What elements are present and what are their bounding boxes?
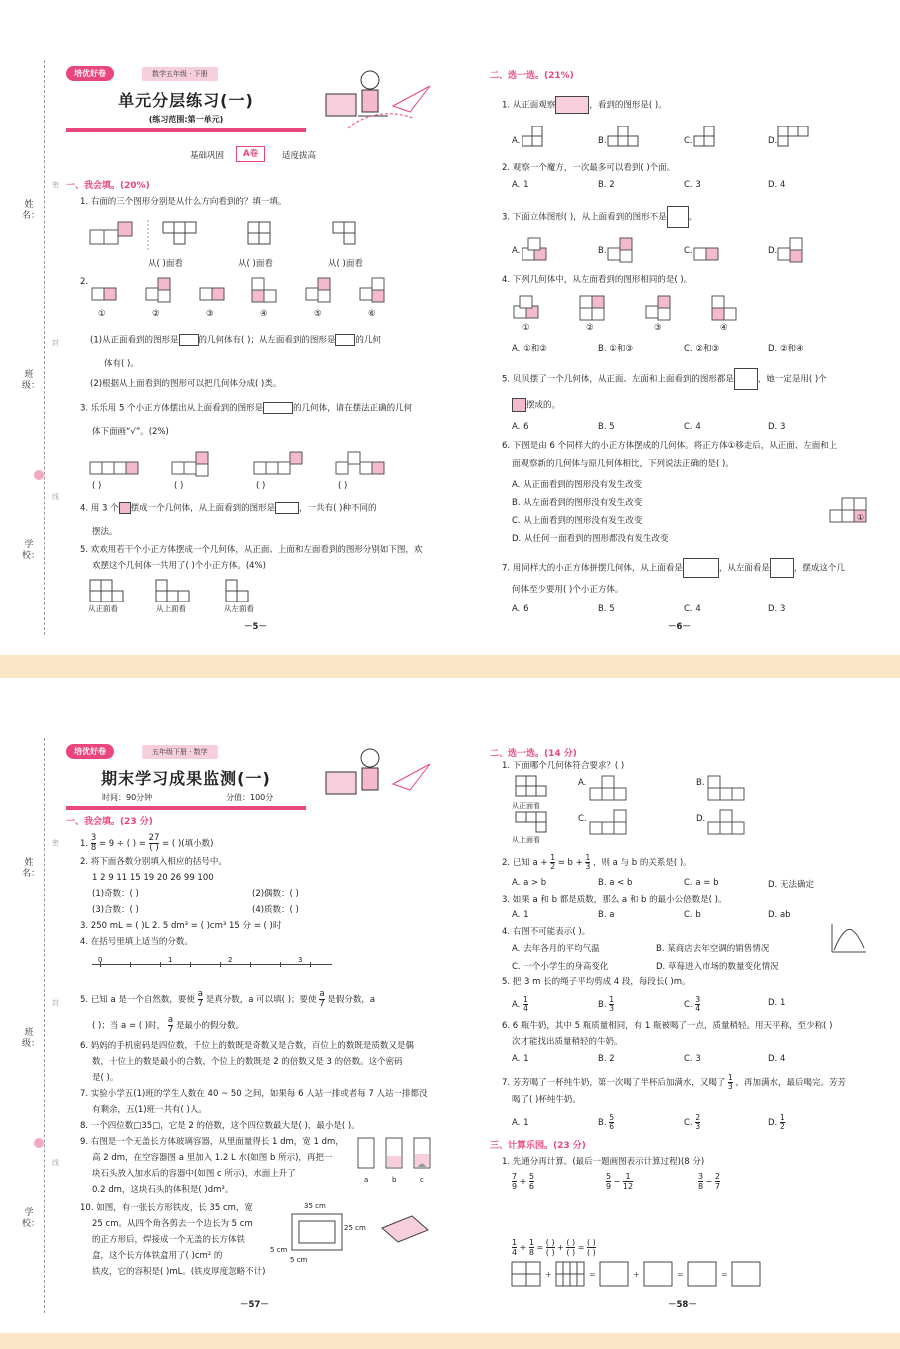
q6-line-2: 面观察新的几何体与原几何体相比，下列说法正确的是( )。 (512, 459, 734, 469)
section-heading: 二、选一选。(14 分) (490, 749, 577, 759)
q4-num-4: ④ (720, 323, 728, 333)
fraction-numerator: a (197, 989, 203, 999)
view-shape (667, 206, 689, 228)
calc-expr-3[interactable]: $\frac{3}{8}$ − $\frac{2}{7}$ (698, 1172, 720, 1191)
q2-num-1: ① (98, 309, 106, 319)
view-shape (263, 402, 293, 414)
header-bar (66, 806, 306, 810)
q7-option-c[interactable]: C. $\frac{2}{3}$ (684, 1113, 701, 1131)
option-letter: B. (598, 1118, 607, 1128)
view-shape (335, 334, 355, 346)
page-6 (450, 0, 900, 655)
question-5: 5. 欢欢用若干个小正方体摆成一个几何体，从正面、上面和左面看到的图形分别如下图，欢 (80, 545, 423, 555)
q7-part: 7. 芳芳喝了一杯纯牛奶，第一次喝了半杯后加满水，又喝了 (502, 1078, 726, 1088)
q2-num-2: ② (152, 309, 160, 319)
q3-option-c[interactable]: C. (684, 246, 693, 256)
q6-line-2: 次才能找出质量稍轻的牛奶。 (512, 1037, 623, 1047)
view-shape (275, 502, 299, 514)
calc-expr-2[interactable]: $\frac{5}{9}$ − $\frac{1}{12}$ (606, 1172, 634, 1191)
tick-mark (280, 962, 281, 967)
q3-part: 3. 乐乐用 5 个小正方体摆出从上面看到的图形是 (80, 403, 264, 414)
question-3[interactable]: 3. 如果 a 和 b 都是质数，那么 a 和 b 的最小公倍数是( )。 (502, 895, 727, 905)
q3-option-b[interactable]: B. (598, 246, 607, 256)
q2-num-3: ③ (206, 309, 214, 319)
q2-number-list: 1 2 9 11 15 19 20 26 99 100 (92, 873, 214, 883)
q2a-part: 的几何 (355, 335, 381, 346)
q1-option-d[interactable]: D. (768, 136, 778, 146)
question-8[interactable]: 8. 一个四位数□35□，它是 2 的倍数，这个四位数最大是( )，最小是( )。 (80, 1121, 360, 1131)
q3-check-2[interactable]: ( ) (174, 481, 184, 491)
q5-part: ，她一定是用( )个 (757, 374, 827, 385)
q1-option-b[interactable]: B. (598, 136, 607, 146)
option-letter: B. (598, 1000, 607, 1010)
q5-part: 是假分数，a (327, 995, 376, 1005)
q3-option-c[interactable]: C. b (684, 910, 701, 920)
q3-option-b[interactable]: B. a (598, 910, 615, 920)
q5-part: 是最小的假分数。 (175, 1021, 244, 1031)
q5-tail (512, 398, 560, 412)
fraction-numerator: a (167, 1015, 174, 1025)
q7-line-2[interactable]: 何体至少要用( )个小正方体。 (512, 585, 624, 595)
q3-figures (88, 450, 428, 480)
q4-option-a[interactable]: A. ①和② (512, 344, 547, 354)
q1-front-view-label: 从正面看 (512, 802, 540, 810)
q2-option-b[interactable]: B. 2 (598, 180, 615, 190)
q7-part: ，从左面看是 (718, 563, 770, 574)
q1-part[interactable]: = 9 ÷ ( ) = (98, 839, 146, 849)
view-front-label: 从正面看 (88, 604, 118, 613)
seal-word: 线 (52, 493, 59, 501)
fraction-denominator: 7 (167, 1025, 174, 1035)
q4-option-d[interactable]: D. 草莓进入市场的数量变化情况 (656, 962, 779, 972)
question-2: 2. (80, 277, 89, 287)
q2-option-d[interactable]: D. 4 (768, 180, 786, 190)
q6-option-b[interactable]: B. 2 (598, 1054, 615, 1064)
question-7: 7. 芳芳喝了一杯纯牛奶，第一次喝了半杯后加满水，又喝了 $\frac{1}{3}$ ，再加满水，最后喝完。芳芳 (502, 1073, 847, 1091)
page-58 (450, 678, 900, 1333)
q6-option-b[interactable]: B. 从左面看到的图形没有发生改变 (512, 498, 643, 508)
q2-num-4: ④ (260, 309, 268, 319)
q7-option-d[interactable]: D. $\frac{1}{2}$ (768, 1113, 785, 1131)
q7-option-b[interactable]: B. 5 (598, 604, 615, 614)
q2-num-5: ⑤ (314, 309, 322, 319)
page-number: －57－ (240, 1300, 269, 1310)
question-6: 6. 下图是由 6 个同样大的小正方体摆成的几何体。将正方体①移走后，从正面、左面和上 (502, 441, 838, 451)
question-2: 2. 观察一个魔方，一次最多可以看到( )个面。 (502, 163, 676, 173)
question-3 (502, 206, 697, 228)
svg-text:=: = (677, 1270, 684, 1279)
q4-part: 摆成一个几何体，从上面看到的图形是 (130, 503, 276, 514)
header-bar (66, 128, 306, 132)
q4-option-b[interactable]: B. 某商店去年空调的销售情况 (656, 944, 770, 954)
question-1 (80, 834, 213, 853)
svg-text:+: + (545, 1270, 552, 1279)
q6-option-c[interactable]: C. 从上面看到的图形没有发生改变 (512, 516, 643, 526)
time-limit: 时间：90分钟 (102, 793, 153, 802)
question-1[interactable]: 1. 下面哪个几何体符合要求？( ) (502, 761, 625, 771)
q3-option-a[interactable]: A. (512, 246, 521, 256)
q2-composite[interactable]: (3)合数：( ) (92, 905, 139, 915)
fraction-denominator: 7 (319, 999, 325, 1009)
cube-icon (119, 502, 131, 514)
q3-check-1[interactable]: ( ) (92, 481, 102, 491)
q6-figure (826, 494, 876, 528)
option-letter: C. (684, 1118, 693, 1128)
q1-blank-1[interactable]: 从( )面看 (148, 259, 183, 269)
question-5[interactable]: 5. 把 3 m 长的绳子平均剪成 4 段，每段长( )m。 (502, 977, 691, 987)
q7-option-d[interactable]: D. 3 (768, 604, 786, 614)
fraction-numerator: a (319, 989, 325, 999)
tick-label-1: 1 (168, 956, 173, 964)
q2-figures (88, 274, 428, 310)
q4-option-a[interactable]: A. 去年各月的平均气温 (512, 944, 600, 954)
fraction-numerator: 3 (90, 833, 97, 843)
q2a-tail[interactable]: 体有( )。 (104, 359, 139, 369)
q9-line-3: 块石头放入加水后的容器中(如图 c 所示)，水面上升了 (92, 1169, 296, 1179)
q9-line-4[interactable]: 0.2 dm，这块石头的体积是( )dm³。 (92, 1185, 234, 1195)
q10-line-4[interactable]: 盒，这个长方体铁盒用了( )cm² 的 (92, 1251, 223, 1261)
student-illustration-icon (318, 744, 438, 814)
q3-check-4[interactable]: ( ) (338, 481, 348, 491)
q1-part: ，看到的图形是( )。 (589, 100, 667, 111)
q2-even[interactable]: (2)偶数：( ) (252, 889, 299, 899)
spread-bottom (0, 678, 900, 1333)
binding-margin (0, 0, 59, 655)
q2a-part: 的几何体有( )；从左面看到的图形是 (198, 335, 336, 346)
question-2: 2. 将下面各数分别填入相应的括号中。 (80, 857, 227, 867)
q2-part: = b + (557, 858, 583, 868)
question-1 (502, 96, 667, 114)
calc-expr-1[interactable]: $\frac{7}{9}$ + $\frac{5}{6}$ (512, 1172, 534, 1191)
q5-part[interactable]: ( )；当 a = ( )时， (92, 1021, 166, 1031)
option-letter: A. (512, 1000, 521, 1010)
section-heading: 一、我会填。(20%) (66, 181, 150, 191)
question-3 (80, 402, 412, 415)
q5-option-c[interactable]: C. 4 (684, 422, 701, 432)
q1-option-a[interactable]: A. (512, 136, 521, 146)
view-shape (770, 558, 794, 578)
option-letter: C. (684, 1000, 693, 1010)
page-title: 单元分层练习(一) (118, 91, 254, 110)
cut-line (44, 60, 45, 635)
svg-text:=: = (721, 1270, 728, 1279)
q1-part[interactable]: = ( )(填小数) (162, 839, 214, 849)
q4-tail: 摆法。 (92, 527, 118, 537)
q5-option-d[interactable]: D. 1 (768, 998, 786, 1008)
q5-line-2[interactable]: 欢摆这个几何体一共用了( )个小正方体。(4%) (92, 561, 266, 571)
question-5 (502, 368, 827, 390)
name-label: 姓名： (22, 858, 41, 879)
q6-line-3[interactable]: 是( )。 (92, 1073, 119, 1083)
spread-top (0, 0, 900, 655)
q10-line-3: 的正方形后，焊接成一个无盖的长方体铁 (92, 1235, 246, 1245)
view-top-label: 从上面看 (156, 604, 186, 613)
q3-option-d[interactable]: D. (768, 246, 778, 256)
q5-part: 5. 已知 a 是一个自然数，要使 (80, 995, 195, 1005)
question-3[interactable]: 3. 250 mL = ( )L 2. 5 dm³ = ( )cm³ 15 分 = ( )时 (80, 921, 282, 931)
q1-option-c[interactable]: C. (578, 814, 587, 824)
question-2: 2. 已知 a + $\frac{1}{2}$ = b + $\frac{1}{3}$ ，则 a 与 b 的关系是( )。 (502, 853, 692, 871)
q2-option-c[interactable]: C. a = b (684, 878, 719, 888)
q5-option-a[interactable]: A. $\frac{1}{4}$ (512, 995, 528, 1013)
q4-num-1: ① (522, 323, 530, 333)
fraction-denominator[interactable]: ( ) (149, 843, 159, 853)
fraction-numerator: 27 (148, 833, 160, 843)
page-5 (0, 0, 450, 655)
level-right: 适度拔高 (282, 151, 317, 161)
page-number: －6－ (668, 622, 691, 632)
section-heading: 一、我会填。(23 分) (66, 817, 153, 827)
question-6[interactable]: 6. 6 瓶牛奶，其中 5 瓶质量相同，有 1 瓶被喝了一点，质量稍轻。用天平称，至少称( ) (502, 1021, 833, 1031)
q7-line-2[interactable]: 喝了( )杯纯牛奶。 (512, 1095, 581, 1105)
cube-icon (512, 398, 526, 412)
seal-word: 密 (52, 181, 59, 189)
q3-part: 的几何体，请在摆法正确的几何 (293, 403, 413, 414)
view-shape (683, 558, 719, 578)
range-note: (练习范围:第一单元) (148, 115, 224, 124)
q4-line-graph-icon (828, 922, 868, 956)
q2-part[interactable]: ，则 a 与 b 的关系是( )。 (592, 858, 692, 868)
q2a-text (90, 334, 381, 347)
question-4: 4. 下列几何体中，从左面看到的图形相同的是( )。 (502, 275, 693, 285)
q6-option-d[interactable]: D. 4 (768, 1054, 786, 1064)
q4-part: ，一共有( )种不同的 (299, 503, 377, 514)
q5-option-a[interactable]: A. 6 (512, 422, 529, 432)
view-shape (734, 368, 758, 390)
question-9: 9. 右图是一个无盖长方体玻璃容器，从里面量得长 1 dm，宽 1 dm， (80, 1137, 344, 1147)
svg-text:①: ① (857, 513, 865, 522)
q5-part: 摆成的。 (526, 400, 561, 411)
tick-mark (220, 962, 221, 967)
number-line (92, 964, 332, 965)
calc-task-1: 1. 先通分再计算。(最后一题画图表示计算过程)(8 分) (502, 1157, 705, 1167)
dim-width: 25 cm (344, 1224, 366, 1232)
binding-hole (34, 1138, 44, 1148)
q7-option-a[interactable]: A. 6 (512, 604, 529, 614)
question-7: 7. 实验小学五(1)班的学生人数在 40 ~ 50 之间，如果每 6 人站一排或者每 7 人站一排都没 (80, 1089, 428, 1099)
binding-hole (34, 470, 44, 480)
q4-num-2: ② (586, 323, 594, 333)
q4-part: 4. 用 3 个 (80, 503, 119, 514)
total-score: 分值：100分 (226, 793, 274, 802)
seal-word: 封 (52, 999, 59, 1007)
q1-option-c[interactable]: C. (684, 136, 693, 146)
tick-label-2: 2 (228, 956, 233, 964)
tick-label-0: 0 (98, 956, 103, 964)
q1-figures (88, 218, 428, 258)
q4-num-3: ③ (654, 323, 662, 333)
q7-option-b[interactable]: B. $\frac{5}{6}$ (598, 1113, 615, 1131)
q9-label-c: c (420, 1176, 424, 1184)
q3-check-3[interactable]: ( ) (256, 481, 266, 491)
tick-mark (190, 962, 191, 967)
question-4[interactable]: 4. 右图不可能表示( )。 (502, 927, 591, 937)
q2-odd[interactable]: (1)奇数：( ) (92, 889, 139, 899)
q5-line-2 (92, 1016, 244, 1035)
class-label: 班级： (22, 370, 41, 391)
q2-part: 2. 已知 a + (502, 858, 548, 868)
svg-text:+: + (633, 1270, 640, 1279)
question-1: 1. 右面的三个图形分别是从什么方向看到的？填一填。 (80, 197, 287, 207)
q2a-part: (1)从正面看到的图形是 (90, 335, 179, 346)
q7-part: ，再加满水，最后喝完。芳芳 (735, 1078, 847, 1088)
q7-part: ，摆成这个几 (793, 563, 845, 574)
q5-option-d[interactable]: D. 3 (768, 422, 786, 432)
q4-figures (512, 292, 812, 322)
page-title: 期末学习成果监测(一) (101, 769, 271, 788)
question-5 (80, 990, 375, 1009)
question-4: 4. 在括号里填上适当的分数。 (80, 937, 193, 947)
q9-label-b: b (392, 1176, 397, 1184)
q5-view-figures (88, 578, 288, 602)
q1-blank-3[interactable]: 从( )面看 (328, 259, 363, 269)
q1-option-solids (588, 774, 788, 844)
school-label: 学校： (22, 540, 41, 561)
q5-option-b[interactable]: B. $\frac{1}{3}$ (598, 995, 615, 1013)
q1-option-a[interactable]: A. (578, 778, 587, 788)
brand-badge: 培优好卷 (66, 744, 114, 759)
q6-line-2: 数，十位上的数是最小的合数，个位上的数既是 2 的倍数又是 3 的倍数。这个密码 (92, 1057, 403, 1067)
q2-num-6: ⑥ (368, 309, 376, 319)
q3-option-d[interactable]: D. ab (768, 910, 791, 920)
tick-mark (160, 962, 161, 967)
svg-text:=: = (589, 1270, 596, 1279)
q9-line-2: 高 2 dm，在空容器图 a 里加入 1.2 L 水(如图 b 所示)，再把一 (92, 1153, 333, 1163)
question-6: 6. 妈妈的手机密码是四位数，千位上的数既是奇数又是合数，百位上的数既是质数又是偶 (80, 1041, 414, 1051)
q2-option-a[interactable]: A. 1 (512, 180, 529, 190)
question-4 (80, 502, 376, 515)
fraction-bar-diagram (510, 1260, 770, 1288)
cut-line (44, 738, 45, 1313)
name-label: 姓名： (22, 200, 41, 221)
dim-length: 35 cm (304, 1202, 326, 1210)
q1-top-view-label: 从上面看 (512, 836, 540, 844)
dim-corner-2: 5 cm (290, 1256, 308, 1264)
q7-option-a[interactable]: A. 1 (512, 1118, 529, 1128)
view-shape (179, 334, 199, 346)
seal-word: 线 (52, 1159, 59, 1167)
q10-line-2: 25 cm。从四个角各剪去一个边长为 5 cm (92, 1219, 253, 1229)
q5-option-b[interactable]: B. 5 (598, 422, 615, 432)
q2-option-c[interactable]: C. 3 (684, 180, 701, 190)
q4-option-b[interactable]: B. ①和③ (598, 344, 633, 354)
option-letter: D. (768, 1118, 778, 1128)
question-10: 10. 如图，有一张长方形铁皮，长 35 cm，宽 (80, 1203, 253, 1213)
binding-margin (0, 678, 59, 1333)
q1-option-figures (522, 126, 842, 148)
q3-part: 3. 下面立体图形( )，从上面看到的图形不是 (502, 212, 667, 223)
question-7 (502, 558, 845, 578)
q2-prime[interactable]: (4)质数：( ) (252, 905, 299, 915)
level-left: 基础巩固 (190, 151, 225, 161)
brand-badge: 培优好卷 (66, 66, 114, 81)
q5-option-c[interactable]: C. $\frac{3}{4}$ (684, 995, 701, 1013)
q10-line-5[interactable]: 铁皮，它的容积是( )mL。(铁皮厚度忽略不计) (92, 1267, 266, 1277)
q2-option-d[interactable]: D. 无法确定 (768, 880, 814, 890)
tick-mark (310, 962, 311, 967)
solid-figure-icon (555, 96, 589, 114)
page-number: －5－ (244, 622, 267, 632)
q4-option-c[interactable]: C. ②和③ (684, 344, 720, 354)
q7-line-2[interactable]: 有剩余，五(1)班一共有( )人。 (92, 1105, 207, 1115)
fraction-denominator: 8 (90, 843, 97, 853)
q4-option-c[interactable]: C. 一个小学生的身高变化 (512, 962, 609, 972)
q1-part: 1. (80, 839, 89, 849)
dim-corner-1: 5 cm (270, 1246, 288, 1254)
q1-option-d[interactable]: D. (696, 814, 706, 824)
q9-label-a: a (364, 1176, 369, 1184)
q7-part: 7. 用同样大的小正方体拼摆几何体，从上面看是 (502, 563, 683, 574)
subject-tag: 数学五年级 · 下册 (142, 67, 218, 81)
section-heading: 三、计算乐园。(23 分) (490, 1141, 586, 1151)
fraction-denominator: 7 (197, 999, 204, 1009)
q5-part: 5. 贝贝摆了一个几何体，从正面、左面和上面看到的图形都是 (502, 374, 734, 385)
q6-option-a[interactable]: A. 1 (512, 1054, 529, 1064)
school-label: 学校： (22, 1208, 41, 1229)
class-label: 班级： (22, 1028, 41, 1049)
q6-option-a[interactable]: A. 从正面看到的图形没有发生改变 (512, 480, 643, 490)
q3-option-figures (522, 234, 842, 264)
q1-part: 1. 从正面观察 (502, 100, 556, 111)
q4-option-d[interactable]: D. ②和④ (768, 344, 804, 354)
tick-mark (130, 962, 131, 967)
q9-container-figures (354, 1134, 440, 1174)
seal-word: 密 (52, 839, 59, 847)
section-heading: 二、选一选。(21%) (490, 71, 574, 81)
seal-word: 封 (52, 339, 59, 347)
view-left-label: 从左面看 (224, 604, 254, 613)
q6-option-c[interactable]: C. 3 (684, 1054, 701, 1064)
q1-option-b[interactable]: B. (696, 778, 705, 788)
subject-tag: 五年级下册 · 数学 (142, 745, 218, 759)
q1-blank-2[interactable]: 从( )面看 (238, 259, 273, 269)
level-card: A卷 (236, 146, 265, 162)
page-57 (0, 678, 450, 1333)
tick-label-3: 3 (298, 956, 303, 964)
q2-option-b[interactable]: B. a < b (598, 878, 633, 888)
q3-tail: 体下面画“√”。(2%) (92, 427, 169, 437)
q2b-text[interactable]: (2)根据从上面看到的图形可以把几何体分成( )类。 (90, 379, 282, 389)
q3-option-a[interactable]: A. 1 (512, 910, 529, 920)
q2-option-a[interactable]: A. a > b (512, 878, 547, 888)
q5-part[interactable]: 是真分数，a 可以填( )；要使 (205, 995, 317, 1005)
calc-expr-4[interactable]: $\frac{1}{4}$ + $\frac{1}{8}$ = ( ) ( ) + ( ) ( ) = ( ) ( ) (512, 1238, 596, 1257)
student-illustration-icon (318, 66, 438, 136)
q7-option-c[interactable]: C. 4 (684, 604, 701, 614)
q3-part: 。 (688, 212, 698, 223)
tick-mark (250, 962, 251, 967)
page-number: －58－ (668, 1300, 697, 1310)
q6-option-d[interactable]: D. 从任何一面看到的图形都没有发生改变 (512, 534, 669, 544)
